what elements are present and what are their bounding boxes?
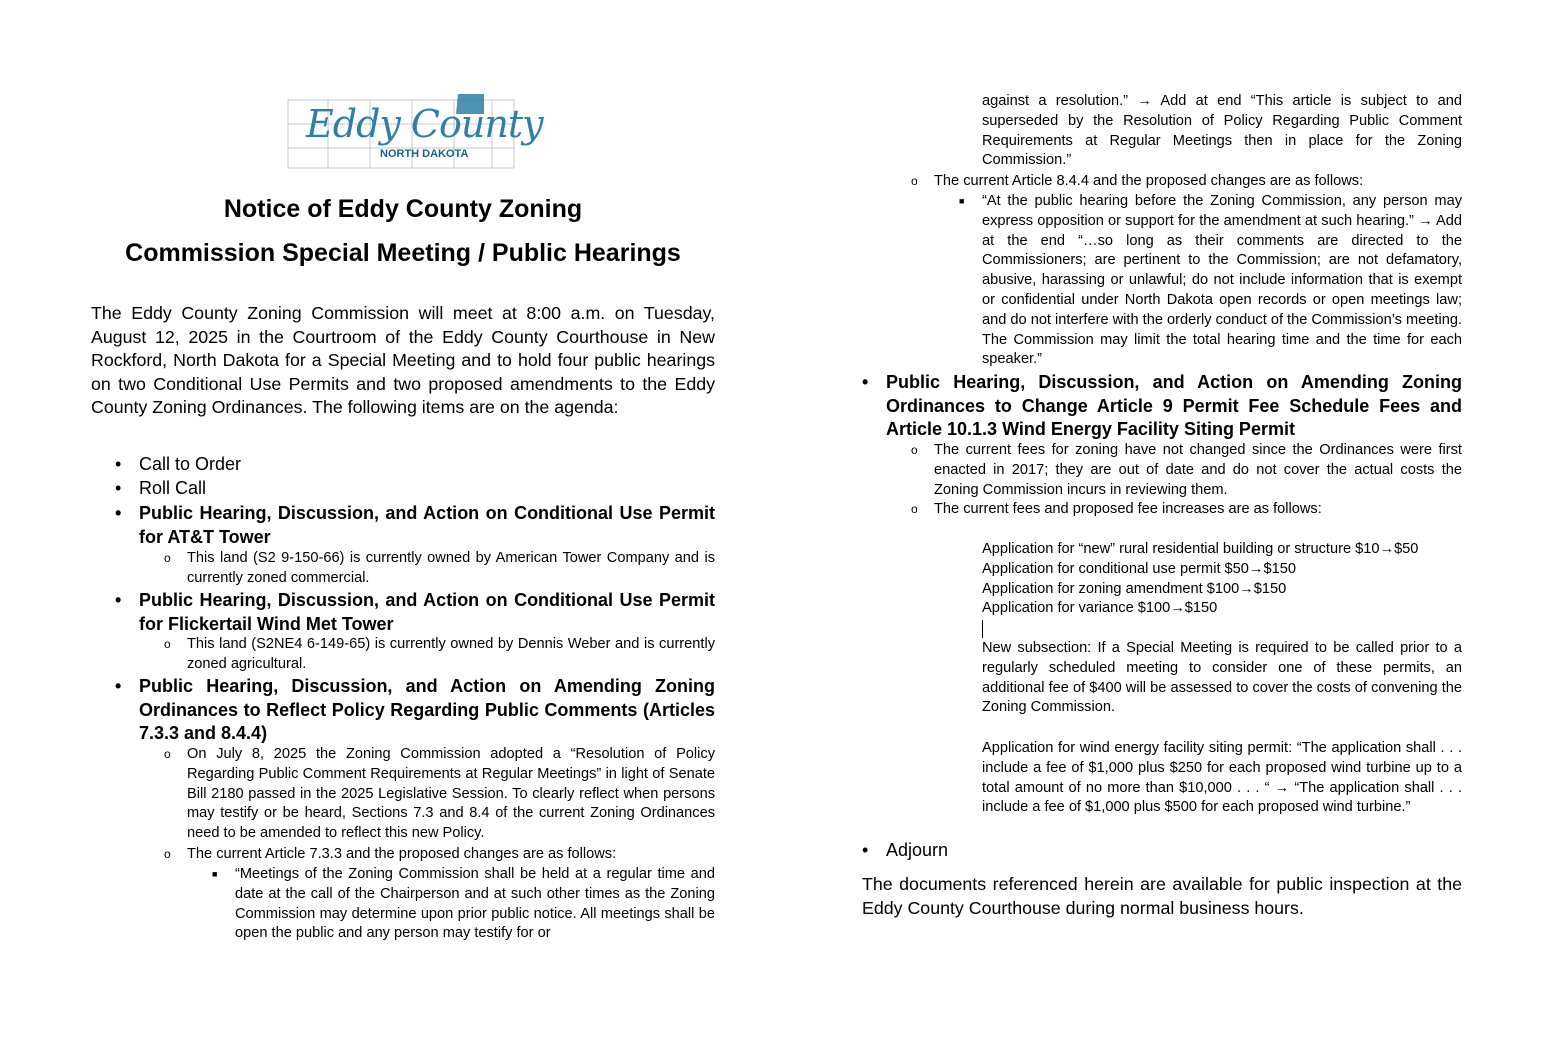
agenda-item-adjourn [862,839,1462,863]
logo-state-text: NORTH DAKOTA [380,148,469,160]
agenda-item-flickertail-tower [115,589,715,636]
wind-permit-fee-text: Application for wind energy facility siting permit: “The application shall . . . include a fee of $1,000 plus $250 for each proposed wind turbine up to a total amount of no more than $10,000 . . . “ → “The application shall . . . include a fee of $1,000 plus $500 for each proposed wind turbine.” [982,740,1462,816]
circle-bullet-icon: o [164,747,171,761]
article-733-quote-text: “Meetings of the Zoning Commission shall be held at a regular time and date at the call of the Chairperson and at such other times as the Zoning Commission may determine upon prior public notice. All meetings shall be open the public and any person may testify for or [235,866,715,942]
fee-item: Application for zoning amendment $100→$150 [982,580,1287,597]
circle-bullet-icon: o [911,443,918,457]
fee-item: Application for variance $100→$150 [982,600,1218,617]
agenda-item-title: Public Hearing, Discussion, and Action on Amending Zoning Ordinances to Change Article 9 Permit Fee Schedule Fees and Article 10.1.3 Wind Energy Facility Siting Permit [886,372,1462,439]
agenda-item-label: Adjourn [886,840,949,860]
fees-outdated-note [911,441,1462,500]
square-bullet-icon: ■ [959,196,965,206]
article-733-note-text: The current Article 7.3.3 and the proposed changes are as follows: [187,846,617,862]
article-844-note-text: The current Article 8.4.4 and the proposed changes are as follows: [934,173,1364,189]
flickertail-land-note [164,635,715,675]
text-cursor [982,620,983,638]
bullet-icon: • [115,454,122,474]
circle-bullet-icon: o [911,502,918,516]
agenda-item-fee-schedule [862,371,1462,442]
page-title-line-2: Commission Special Meeting / Public Hearings [125,239,681,267]
flickertail-land-note-text: This land (S2NE4 6-149-65) is currently owned by Dennis Weber and is currently zoned agricultural. [187,636,715,672]
article-733-quote [212,865,715,944]
article-844-note [911,172,1462,192]
article-733-note [164,845,715,865]
article-844-quote-text: “At the public hearing before the Zoning Commission, any person may express opposition or support for the amendment at such hearing.” → Add at the end “…so long as their comments are directed to the Commissioners; are pertinent to the Commission; are not defamatory, abusive, harassing or unlawful; do not include information that is exempt or confidential under North Dakota open records or open meetings law; and do not interfere with the orderly conduct of the Commission’s meeting. The Commission may limit the total hearing time and the time for each speaker.” [982,193,1462,368]
agenda-item-att-tower [115,502,715,549]
page-title-line-1: Notice of Eddy County Zoning [223,195,583,223]
bullet-icon: • [115,590,122,610]
fee-list [982,540,1462,619]
intro-paragraph: The Eddy County Zoning Commission will meet at 8:00 a.m. on Tuesday, August 12, 2025 in the Courtroom of the Eddy County Courthouse in New Rockford, North Dakota for a Special Meeting and to hold four public hearings on two Conditional Use Permits and two proposed amendments to the Eddy County Zoning Ordinances. The following items are on the agenda: [91,303,715,417]
att-land-note-text: This land (S2 9-150-66) is currently owned by American Tower Company and is currently zoned commercial. [187,550,715,586]
agenda-item-call-to-order [115,453,715,477]
comments-policy-note-text: On July 8, 2025 the Zoning Commission adopted a “Resolution of Policy Regarding Public Comment Requirements at Regular Meetings” in light of Senate Bill 2180 passed in the 2025 Legislative Session. To clearly reflect when persons may testify or be heard, Sections 7.3 and 8.4 of the current Zoning Ordinances need to be amended to reflect this new Policy. [187,746,715,842]
agenda-item-title: Public Hearing, Discussion, and Action on Conditional Use Permit for Flickertail Wind Met Tower [139,590,715,634]
fees-increase-note-text: The current fees and proposed fee increases are as follows: [934,501,1322,517]
square-bullet-icon: ■ [212,869,218,879]
att-land-note [164,549,715,589]
bullet-icon: • [862,840,869,860]
bullet-icon: • [862,372,869,392]
circle-bullet-icon: o [911,174,918,188]
special-meeting-fee-subsection: New subsection: If a Special Meeting is required to be called prior to a regularly scheduled meeting to consider one of these permits, an additional fee of $400 will be assessed to cover the costs of convening the Zoning Commission. [982,640,1462,716]
agenda-item-title: Public Hearing, Discussion, and Action on Amending Zoning Ordinances to Reflect Policy Regarding Public Comments (Articles 7.3.3 and 8.4.4) [139,676,715,743]
article-844-quote [959,192,1462,370]
fees-increase-note [911,500,1462,520]
agenda-item-public-comments [115,675,715,746]
fee-item: Application for “new” rural residential building or structure $10→$50 [982,541,1419,557]
comments-policy-note [164,745,715,844]
fees-outdated-note-text: The current fees for zoning have not changed since the Ordinances were first enacted in 2017; they are out of date and do not cover the actual costs the Zoning Commission incurs in reviewing them. [934,442,1462,498]
closing-paragraph: The documents referenced herein are available for public inspection at the Eddy County Courthouse during normal business hours. [862,874,1462,918]
bullet-icon: • [115,676,122,696]
circle-bullet-icon: o [164,847,171,861]
bullet-icon: • [115,478,122,498]
article-733-quote-continued: against a resolution.” → Add at end “This article is subject to and superseded by the Resolution of Policy Regarding Public Comment Requirements at Regular Meetings then in place for the Zoning Commission.” [982,93,1462,169]
circle-bullet-icon: o [164,551,171,565]
fee-item: Application for conditional use permit $50→$150 [982,560,1296,577]
circle-bullet-icon: o [164,637,171,651]
bullet-icon: • [115,503,122,523]
logo-script-text: Eddy County [306,102,543,146]
agenda-item-title: Public Hearing, Discussion, and Action on Conditional Use Permit for AT&T Tower [139,503,715,547]
agenda-item-label: Call to Order [139,454,242,474]
agenda-item-roll-call [115,477,715,501]
eddy-county-logo [278,90,543,178]
agenda-item-label: Roll Call [139,478,207,498]
